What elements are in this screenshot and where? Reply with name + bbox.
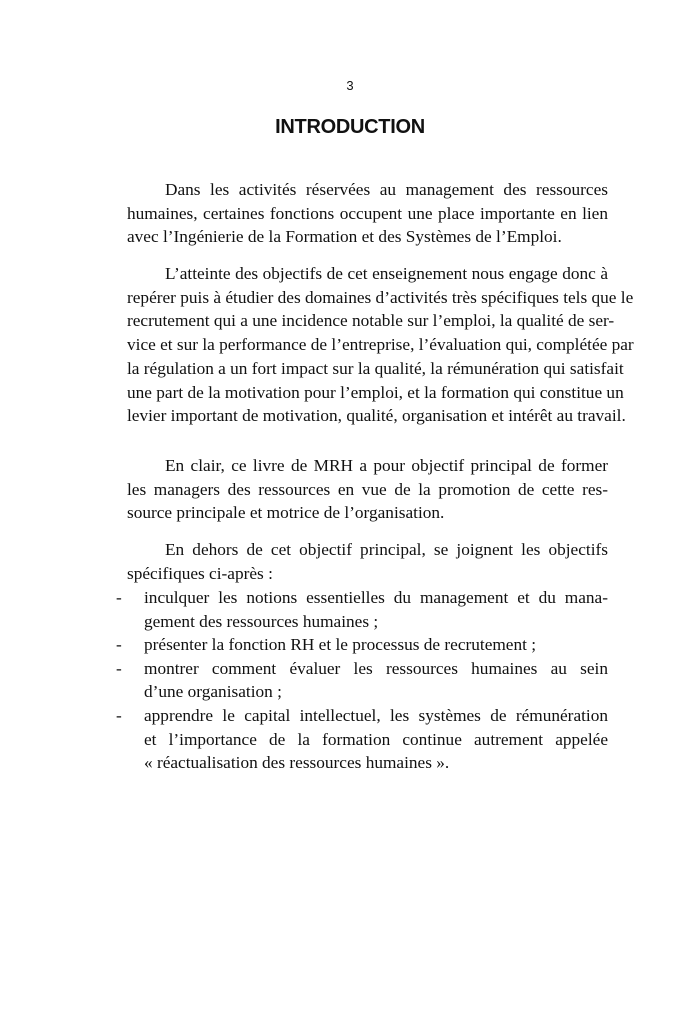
text-line: vice et sur la performance de l’entreprise, l’évaluation qui, complétée par [127,335,634,355]
text-line: gement des ressources humaines ; [144,611,379,631]
text-line: apprendre le capital intellectuel, les systèmes de rémunération [144,705,608,725]
paragraph-4 [127,538,608,585]
list-marker: - [116,588,122,607]
text-line: En dehors de cet objectif principal, se joignent les objectifs [165,540,608,559]
text-line: la régulation a un fort impact sur la qualité, la rémunération qui satisfait [127,358,624,378]
text-line: recrutement qui a une incidence notable sur l’emploi, la qualité de ser- [127,311,615,331]
list-marker: - [116,658,122,678]
text-line: d’une organisation ; [144,682,282,702]
text-line: les managers des ressources en vue de la promotion de cette res- [127,479,608,499]
text-line: et l’importance de la formation continue autrement appelée [144,729,608,749]
text-line: « réactualisation des ressources humaines ». [144,753,450,773]
page-number: 3 [346,78,354,93]
text-line: inculquer les notions essentielles du management et du mana- [144,588,608,607]
text-line: repérer puis à étudier des domaines d’activités très spécifiques tels que le [127,287,634,307]
text-line: humaines, certaines fonctions occupent une place importante en lien [127,203,608,223]
paragraph-2 [127,262,634,428]
text-line: présenter la fonction RH et le processus de recrutement ; [144,635,537,655]
page-title: INTRODUCTION [275,116,425,138]
paragraph-1 [127,178,608,249]
text-line: une part de la motivation pour l’emploi, et la formation qui constitue un [127,382,624,402]
list-marker: - [116,635,122,655]
list-marker: - [116,705,122,725]
text-line: En clair, ce livre de MRH a pour objectif principal de former [165,456,608,475]
list-item [116,704,608,775]
paragraph-3 [127,454,608,525]
objectives-list [116,586,608,775]
text-line: avec l’Ingénierie de la Formation et des Systèmes de l’Emploi. [127,227,562,247]
list-item [116,633,608,657]
text-line: source principale et motrice de l’organisation. [127,503,445,523]
text-line: L’atteinte des objectifs de cet enseignement nous engage donc à [165,264,608,283]
list-item [116,657,608,704]
text-line: spécifiques ci-après : [127,563,273,583]
list-item [116,586,608,633]
text-line: montrer comment évaluer les ressources humaines au sein [144,658,608,678]
text-line: Dans les activités réservées au management des ressources [165,180,608,199]
text-line: levier important de motivation, qualité, organisation et intérêt au travail. [127,406,626,426]
